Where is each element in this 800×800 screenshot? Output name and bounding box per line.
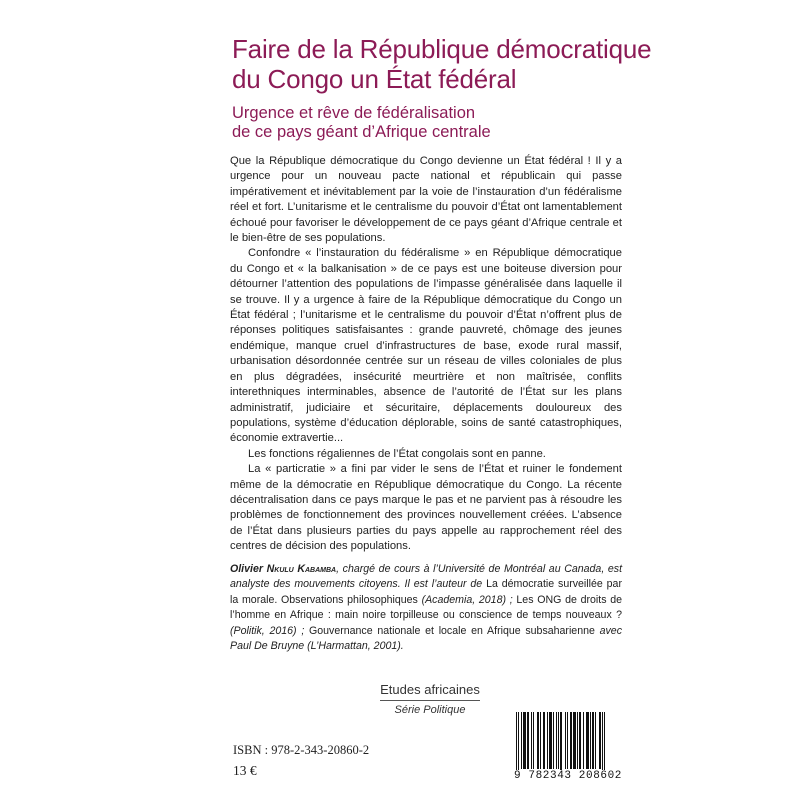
author-book-2-publisher: (Politik, 2016) ; [230,624,310,637]
barcode-bar [558,712,559,769]
barcode [510,712,626,782]
author-book-2: Les ONG de droits de l’homme en Afrique : main noire torpilleuse ou conscience de temps nouveaux ? [230,593,623,622]
barcode-bar [592,712,594,769]
barcode-digits: 9 782343 208602 [510,770,626,782]
barcode-bar [540,712,541,769]
barcode-bar [521,712,522,769]
barcode-bars [510,712,626,774]
blurb-paragraph-1: Que la République démocratique du Congo devienne un État fédéral ! Il y a urgence pour un nouveau pacte national et républicain qui passe impérativement et inévitablement par la voie de l’instauration d’un fédéralisme réel et fort. L’unitarisme et le centralisme du pouvoir d’État ont lamentablement échoué pour favoriser le développement de ce pays géant d’Afrique centrale et le bien-être de ses populations. [230,155,622,245]
barcode-bar [595,712,596,769]
barcode-bar [602,712,603,774]
barcode-bar [565,712,566,769]
barcode-bar [579,712,581,769]
barcode-bar [537,712,539,769]
book-title [232,34,752,94]
blurb-paragraph-3: Les fonctions régaliennes de l’État congolais sont en panne. [248,447,546,460]
author-last-name: Nkulu Kabamba [266,563,337,575]
barcode-bar [516,712,517,774]
barcode-bar [533,712,534,769]
author-bio-text: , chargé de cours à l’Université de Montréal au Canada, est analyste des mouvements citoyens. Il est l’auteur de [230,563,623,591]
barcode-bar [543,712,545,769]
isbn-text: ISBN : 978-2-343-20860-2 [233,743,370,757]
barcode-bar [523,712,526,769]
barcode-bar [577,712,578,769]
price-text: 13 € [233,763,257,778]
collection-name: Etudes africaines [380,682,480,697]
collection-block [360,682,500,716]
blurb-paragraph-4: La « particratie » a fini par vider le sens de l’État et ruiner le fondement même de la démocratie en République démocratique du Congo. La récente décentralisation dans ce pays marque le pas et ne parvient pas à résoudre les problèmes de fonctionnement des provinces nouvellement créées. L’absence de l’État dans plusieurs parties du pays appelle au rapprochement réel des centres de décision des populations. [230,463,622,553]
barcode-bar [586,712,589,769]
barcode-bar [599,712,601,769]
barcode-bar [583,712,584,769]
barcode-bar [560,712,562,774]
barcode-bar [570,712,572,769]
book-title-line-1: Faire de la République démocratique [232,34,652,64]
blurb-paragraph-2: Confondre « l’instauration du fédéralisme » en République démocratique du Congo et « la balkanisation » de ce pays est une boiteuse diversion pour détourner l’attention des populations de l’impasse généralisée dans laquelle il se trouve. Il y a urgence à faire de la République démocratique du Congo un État fédéral ; l’unitarisme et le centralisme du pouvoir d’État n’offrent plus de réponses politiques satisfaisantes : grande pauvreté, chômage des jeunes endémique, manque cruel d’infrastructures de base, exode rural massif, urbanisation désordonnée centrée sur un réseau de villes coloniales de plus en plus dégradées, insécurité meurtrière et non maîtrisée, conflits interethniques interminables, absence de l’autorité de l’État sur les plans administratif, judiciaire et sécuritaire, déplacements douloureux des populations, système d’éducation déplorable, soins de santé catastrophiques, économie extravertie... [230,247,622,445]
barcode-bar [527,712,529,769]
author-book-1: La démocratie surveillée par la morale. Observations philosophiques [230,578,622,606]
barcode-bar [553,712,554,769]
back-cover-blurb [230,154,622,555]
book-title-line-2: du Congo un État fédéral [232,64,517,94]
barcode-bar [531,712,532,769]
barcode-bar [604,712,605,774]
barcode-bar [573,712,576,769]
author-book-3: Gouvernance nationale et locale en Afrique subsaharienne [309,624,595,637]
author-book-3-publisher: avec Paul De Bruyne (L’Harmattan, 2001). [230,624,622,653]
barcode-bar [547,712,548,769]
collection-series: Série Politique [394,704,466,716]
book-subtitle-line-1: Urgence et rêve de fédéralisation [232,104,476,122]
book-subtitle [232,104,712,142]
barcode-bar [549,712,552,769]
author-bio [230,562,622,654]
author-book-1-publisher: (Academia, 2018) ; [417,593,517,606]
author-first-name: Olivier [230,563,267,575]
barcode-bar [556,712,557,769]
barcode-bar [590,712,591,769]
book-subtitle-line-2: de ce pays géant d’Afrique centrale [232,123,491,141]
barcode-bar [518,712,519,774]
barcode-bar [567,712,568,769]
